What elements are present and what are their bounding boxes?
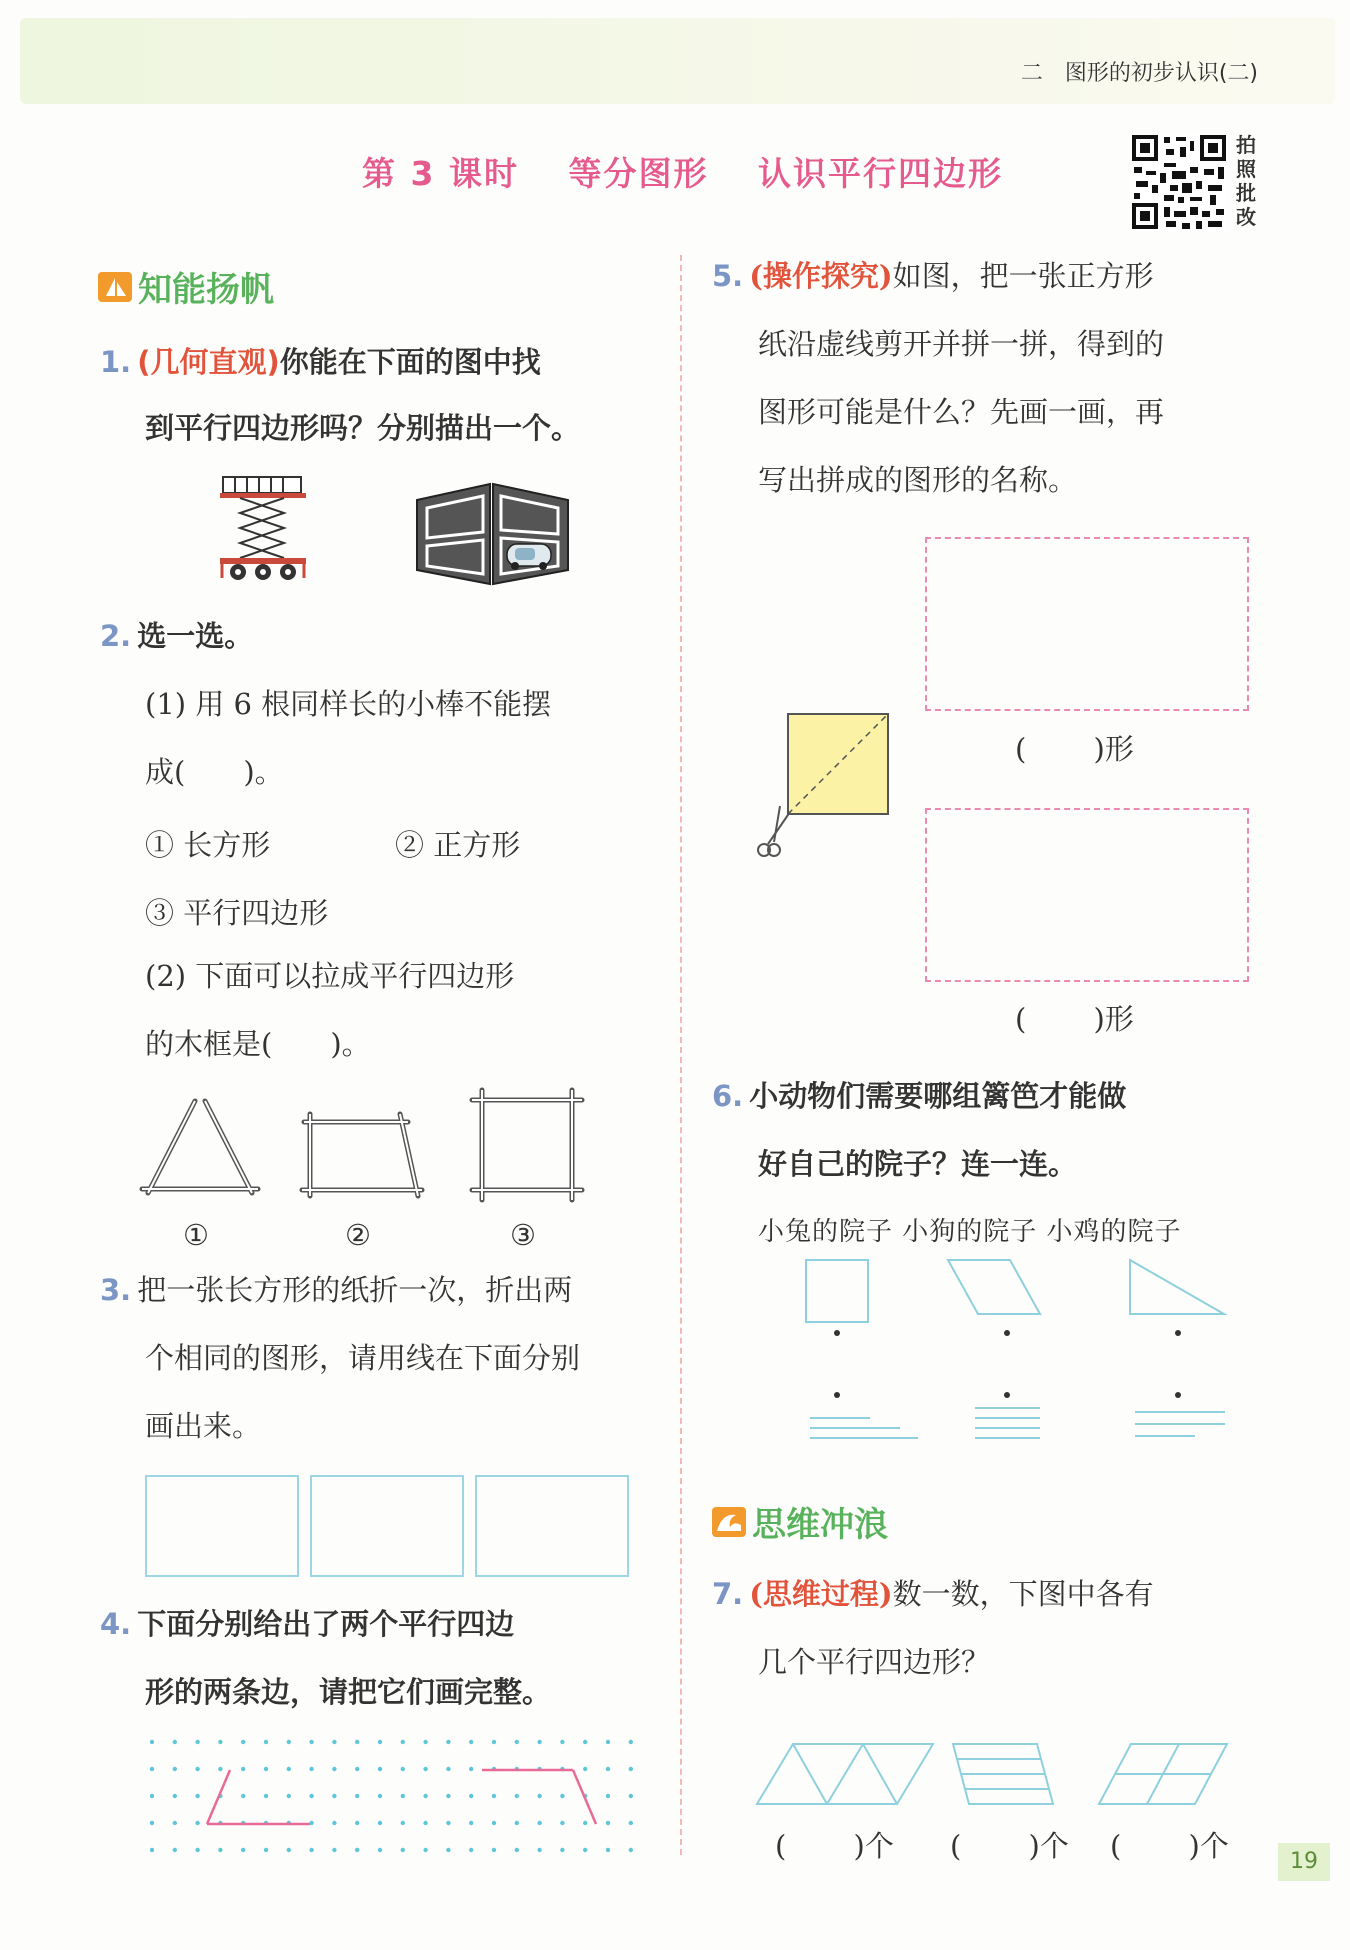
count-answer-2[interactable]: ( )个: [950, 1829, 1069, 1863]
dot-grid[interactable]: [150, 1738, 650, 1858]
grid-dot: [287, 1767, 291, 1771]
grid-dot: [515, 1848, 519, 1852]
grid-dot: [195, 1821, 199, 1825]
sail-icon: [98, 272, 132, 302]
lesson-title: [362, 148, 1039, 195]
grid-dot: [355, 1848, 359, 1852]
grid-dot: [469, 1794, 473, 1798]
grid-dot: [150, 1821, 154, 1825]
grid-dot: [469, 1740, 473, 1744]
grid-dot: [150, 1794, 154, 1798]
question-7: 7. (思维过程)数一数，下图中各有: [712, 1577, 1154, 1611]
grid-dot: [309, 1767, 313, 1771]
grid-dot: [378, 1821, 382, 1825]
grid-dot: [332, 1821, 336, 1825]
grid-dot: [195, 1767, 199, 1771]
grid-dot: [446, 1767, 450, 1771]
grid-dot: [629, 1794, 633, 1798]
grid-dot: [332, 1740, 336, 1744]
frame-label-2: ②: [345, 1218, 371, 1252]
option-2[interactable]: ② 正方形: [395, 828, 521, 862]
grid-dot: [309, 1821, 313, 1825]
question-4-line-2: 形的两条边，请把它们画完整。: [145, 1675, 552, 1709]
grid-dot: [401, 1848, 405, 1852]
drawing-box-1[interactable]: [145, 1475, 299, 1577]
grid-dot: [355, 1740, 359, 1744]
grid-dot: [423, 1821, 427, 1825]
grid-dot: [241, 1767, 245, 1771]
frame-label-1: ①: [183, 1218, 209, 1252]
grid-dot: [606, 1794, 610, 1798]
grid-dot: [629, 1848, 633, 1852]
grid-dot: [446, 1848, 450, 1852]
shape-answer-1[interactable]: ( )形: [1015, 732, 1134, 766]
grid-dot: [173, 1848, 177, 1852]
grid-dot: [150, 1767, 154, 1771]
yard-square: [806, 1260, 868, 1322]
question-6: 6. 小动物们需要哪组篱笆才能做: [712, 1079, 1127, 1113]
question-3-line-2: 个相同的图形，请用线在下面分别: [145, 1341, 581, 1375]
grid-dot: [150, 1740, 154, 1744]
fence-matching-diagram[interactable]: [800, 1258, 1240, 1458]
grid-dot: [173, 1794, 177, 1798]
wave-icon: [712, 1507, 746, 1537]
grid-dot: [401, 1794, 405, 1798]
question-5: 5. (操作探究)如图，把一张正方形: [712, 259, 1154, 293]
grid-dot: [173, 1821, 177, 1825]
parking-gate-illustration: [415, 482, 570, 587]
grid-dot: [378, 1848, 382, 1852]
grid-dot: [629, 1740, 633, 1744]
grid-dot: [537, 1794, 541, 1798]
grid-dot: [195, 1794, 199, 1798]
grid-dot: [218, 1848, 222, 1852]
frame-label-3: ③: [510, 1218, 536, 1252]
option-3[interactable]: ③ 平行四边形: [145, 896, 329, 930]
yard-triangle: [1130, 1260, 1224, 1314]
grid-dot: [150, 1848, 154, 1852]
frame-square: [470, 1088, 585, 1203]
grid-dot: [378, 1794, 382, 1798]
qr-label: 拍 照 批 改: [1236, 133, 1256, 229]
grid-dot: [515, 1740, 519, 1744]
grid-dot: [241, 1740, 245, 1744]
question-6-line-2: 好自己的院子？连一连。: [758, 1147, 1078, 1181]
grid-dot: [492, 1740, 496, 1744]
grid-dot: [264, 1848, 268, 1852]
grid-dot: [264, 1794, 268, 1798]
grid-dot: [446, 1740, 450, 1744]
count-answer-3[interactable]: ( )个: [1110, 1829, 1229, 1863]
lesson-topic-2: 认识平行四边形: [757, 154, 1003, 193]
grid-dot: [469, 1848, 473, 1852]
shape-answer-2[interactable]: ( )形: [1015, 1002, 1134, 1036]
grid-dot: [241, 1848, 245, 1852]
qr-code-icon[interactable]: [1130, 133, 1228, 231]
question-1: 1. (几何直观)你能在下面的图中找: [100, 345, 541, 379]
question-3-line-3: 画出来。: [145, 1409, 262, 1443]
grid-dot: [606, 1740, 610, 1744]
grid-dot: [355, 1821, 359, 1825]
grid-dot: [173, 1740, 177, 1744]
frame-trapezoid: [300, 1110, 425, 1205]
grid-dot: [241, 1794, 245, 1798]
yard-labels: 小兔的院子 小狗的院子 小鸡的院子: [758, 1217, 1182, 1247]
lesson-topic-1: 等分图形: [568, 154, 709, 193]
grid-dot: [173, 1767, 177, 1771]
grid-dot: [606, 1767, 610, 1771]
grid-dot: [537, 1848, 541, 1852]
grid-dot: [401, 1767, 405, 1771]
grid-dot: [583, 1821, 587, 1825]
grid-dot: [629, 1821, 633, 1825]
grid-dot: [401, 1740, 405, 1744]
grid-dot: [195, 1848, 199, 1852]
grid-dot: [218, 1767, 222, 1771]
grid-dot: [378, 1740, 382, 1744]
grid-dot: [287, 1848, 291, 1852]
grid-dot: [537, 1821, 541, 1825]
option-1[interactable]: ① 长方形: [145, 828, 271, 862]
question-7-line-2: 几个平行四边形？: [758, 1645, 991, 1679]
grid-dot: [515, 1821, 519, 1825]
grid-dot: [332, 1794, 336, 1798]
question-5-line-3: 图形可能是什么？先画一画，再: [758, 395, 1165, 429]
square-paper-illustration: [750, 712, 895, 862]
count-answer-1[interactable]: ( )个: [775, 1829, 894, 1863]
grid-dot: [264, 1767, 268, 1771]
grid-dot: [309, 1740, 313, 1744]
grid-dot: [355, 1794, 359, 1798]
question-3: 3. 把一张长方形的纸折一次，折出两: [100, 1273, 573, 1307]
parallelogram-figures: [755, 1740, 1235, 1810]
grid-dot: [423, 1848, 427, 1852]
scissor-lift-illustration: [218, 475, 308, 585]
column-divider: [680, 255, 682, 1855]
question-2-part-1-answer: 成( )。: [145, 755, 284, 789]
frame-triangle: [140, 1095, 260, 1205]
grid-dot: [378, 1767, 382, 1771]
grid-dot: [218, 1740, 222, 1744]
grid-dot: [606, 1848, 610, 1852]
section-zhineng: 知能扬帆: [98, 262, 274, 311]
question-5-line-2: 纸沿虚线剪开并拼一拼，得到的: [758, 327, 1165, 361]
grid-dot: [583, 1740, 587, 1744]
question-2-part-2-answer: 的木框是( )。: [145, 1027, 371, 1061]
grid-dot: [332, 1848, 336, 1852]
grid-dot: [492, 1794, 496, 1798]
question-2-part-1: (1) 用 6 根同样长的小棒不能摆: [145, 687, 552, 721]
grid-dot: [492, 1821, 496, 1825]
grid-dot: [332, 1767, 336, 1771]
grid-dot: [560, 1848, 564, 1852]
yard-parallelogram: [948, 1260, 1040, 1314]
grid-dot: [606, 1821, 610, 1825]
chapter-title: 二 图形的初步认识(二): [1020, 61, 1258, 86]
grid-dot: [629, 1767, 633, 1771]
grid-dot: [195, 1740, 199, 1744]
grid-dot: [287, 1740, 291, 1744]
page-number: 19: [1278, 1843, 1330, 1881]
grid-dot: [583, 1767, 587, 1771]
section-siwei: 思维冲浪: [712, 1497, 888, 1546]
grid-dot: [492, 1848, 496, 1852]
grid-dot: [309, 1794, 313, 1798]
grid-dot: [446, 1794, 450, 1798]
question-1-line-2: 到平行四边形吗？分别描出一个。: [145, 411, 581, 445]
grid-dot: [309, 1848, 313, 1852]
grid-dot: [423, 1740, 427, 1744]
grid-dot: [264, 1740, 268, 1744]
grid-dot: [560, 1740, 564, 1744]
grid-dot: [469, 1821, 473, 1825]
drawing-box-3[interactable]: [475, 1475, 629, 1577]
question-2-part-2: (2) 下面可以拉成平行四边形: [145, 959, 515, 993]
grid-dot: [515, 1794, 519, 1798]
answer-drawing-box-2[interactable]: [925, 808, 1249, 982]
grid-dot: [423, 1794, 427, 1798]
grid-dot: [287, 1794, 291, 1798]
scissors-icon: [758, 806, 790, 856]
grid-dot: [583, 1848, 587, 1852]
question-2: 2. 选一选。: [100, 619, 254, 653]
grid-dot: [537, 1740, 541, 1744]
answer-drawing-box-1[interactable]: [925, 537, 1249, 711]
lesson-number: 第 3 课时: [362, 154, 519, 193]
grid-dot: [423, 1767, 427, 1771]
grid-dot: [401, 1821, 405, 1825]
grid-dot: [469, 1767, 473, 1771]
question-5-line-4: 写出拼成的图形的名称。: [758, 463, 1078, 497]
drawing-box-2[interactable]: [310, 1475, 464, 1577]
question-4: 4. 下面分别给出了两个平行四边: [100, 1607, 515, 1641]
grid-dot: [446, 1821, 450, 1825]
grid-dot: [355, 1767, 359, 1771]
grid-dot: [560, 1794, 564, 1798]
grid-dot: [560, 1821, 564, 1825]
